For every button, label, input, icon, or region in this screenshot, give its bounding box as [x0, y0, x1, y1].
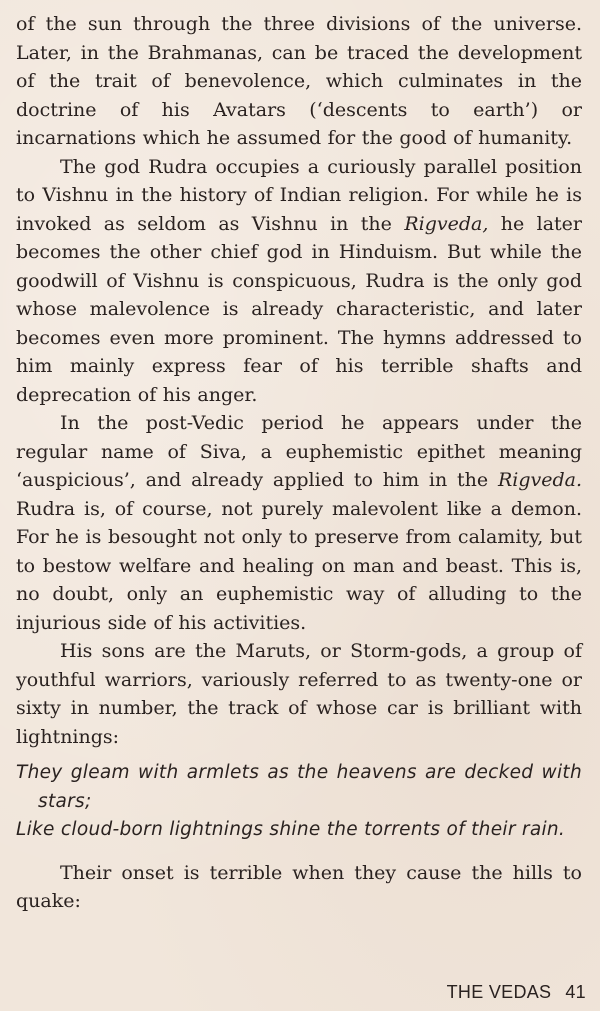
paragraph — [16, 409, 582, 637]
paragraph — [16, 10, 582, 153]
italic-title: Rigveda. — [497, 469, 582, 491]
text-run: Rudra is, of course, not purely malevolent like a demon. For he is besought not only to preserve from calamity, but to bestow welfare and healing on man and beast. This is, no doubt, only an euphemistic way of alluding to the injurious side of his activities. — [16, 497, 582, 634]
text-run: he later becomes the other chief god in Hinduism. But while the goodwill of Vishnu is conspicuous, Rudra is the only god whose malevolence is already characteristic, and later becomes even more prominent. The hymns addressed to him mainly express fear of his terrible shafts and deprecation of his anger. — [16, 212, 582, 406]
verse-line: They gleam with armlets as the heavens are decked with stars; — [16, 762, 582, 812]
book-page — [16, 10, 582, 916]
running-head: THE VEDAS — [446, 982, 552, 1002]
page-number: 41 — [565, 982, 586, 1002]
text-run: His sons are the Maruts, or Storm-gods, a group of youthful warriors, variously referred to as twenty-one or sixty in number, the track of whose car is brilliant with lightnings: — [16, 640, 582, 748]
verse-quotation — [16, 759, 582, 845]
verse-line: Like cloud-born lightnings shine the torrents of their rain. — [16, 819, 566, 840]
text-run: The god Rudra occupies a curiously parallel position to Vishnu in the history of Indian religion. For while he is invoked as seldom as Vishnu in the — [16, 155, 582, 235]
paragraph — [16, 637, 582, 751]
page-footer — [447, 982, 586, 1003]
text-run: In the post-Vedic period he appears under the regular name of Siva, a euphemistic epithet meaning ‘auspicious’, and already applied to him in the — [16, 412, 582, 491]
paragraph — [16, 153, 582, 410]
text-run: of the sun through the three divisions of the universe. Later, in the Brahmanas, can be traced the development of the trait of benevolence, which culminates in the doctrine of his Avatars (‘descents to earth’) or incarnations which he assumed for the good of humanity. — [16, 13, 582, 149]
italic-title: Rigveda, — [404, 212, 489, 235]
closing-paragraph: Their onset is terrible when they cause the hills to quake: — [16, 861, 582, 912]
